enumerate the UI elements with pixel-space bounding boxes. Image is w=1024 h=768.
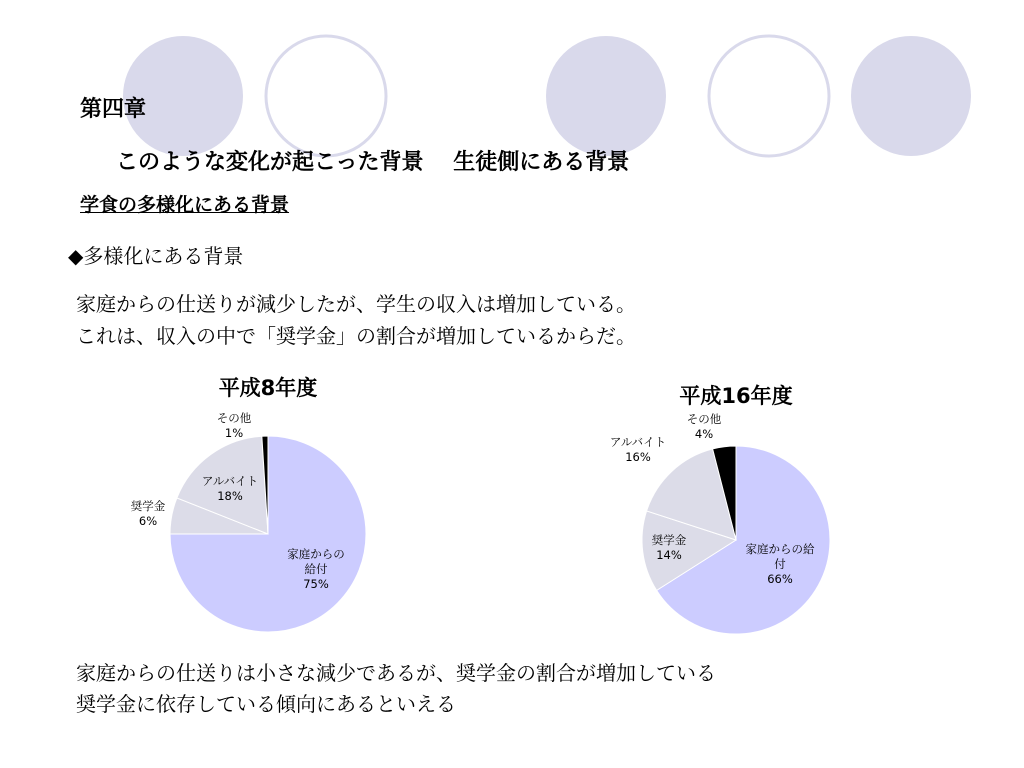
slice-label: 奨学金 6%	[130, 499, 166, 528]
chapter-heading: 第四章	[80, 97, 147, 122]
slice-label: 家庭からの給付 66%	[745, 542, 815, 586]
chart-title: 平成8年度	[218, 376, 318, 400]
slice-label: アルバイト 16%	[609, 435, 667, 464]
slice-label: その他 1%	[216, 411, 252, 440]
conclusion-text-line: 奨学金に依存している傾向にあるといえる	[76, 692, 456, 716]
slice-label: その他 4%	[686, 412, 722, 441]
pie-chart-2	[610, 384, 830, 634]
slice-label: アルバイト 18%	[201, 474, 259, 503]
conclusion-text-line: 家庭からの仕送りは小さな減少であるが、奨学金の割合が増加している	[76, 661, 716, 685]
decor-circle-outline	[266, 36, 386, 156]
slice-label: 家庭からの給付 75%	[287, 547, 345, 591]
chart-title: 平成16年度	[679, 384, 793, 408]
section-heading: 学食の多様化にある背景	[80, 194, 290, 216]
bullet-heading: ◆多様化にある背景	[68, 244, 244, 268]
slice-label: 奨学金 14%	[651, 533, 687, 562]
pie-chart-1	[131, 376, 366, 632]
decor-circle-outline	[709, 36, 829, 156]
decor-circle-filled	[546, 36, 666, 156]
body-text-line: これは、収入の中で「奨学金」の割合が増加しているからだ。	[76, 324, 636, 348]
decor-circle-filled	[851, 36, 971, 156]
pie-charts	[0, 360, 1024, 650]
body-text-line: 家庭からの仕送りが減少したが、学生の収入は増加している。	[76, 292, 636, 316]
slide-subtitle: このような変化が起こった背景 生徒側にある背景	[116, 150, 630, 175]
